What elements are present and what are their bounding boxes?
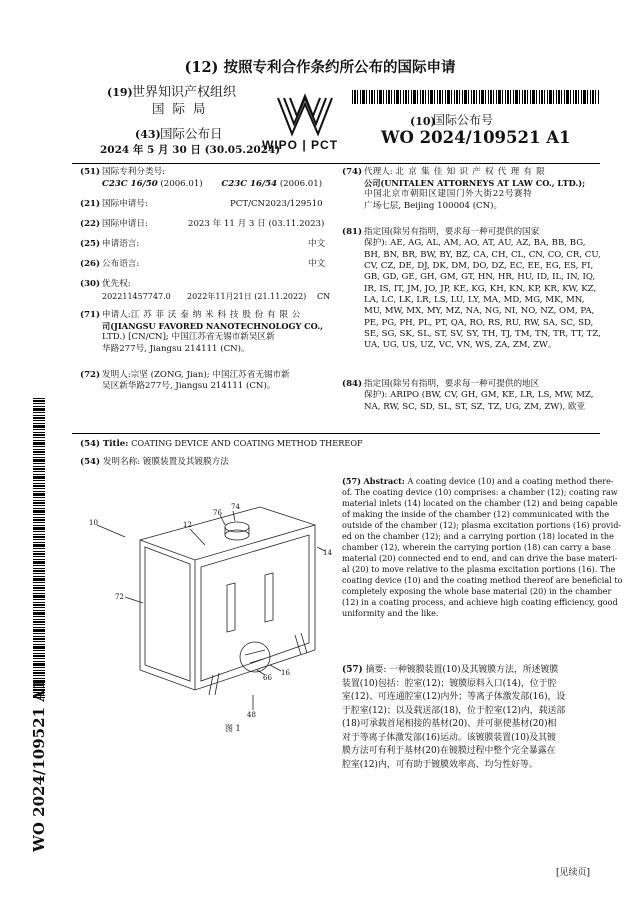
priority-label: 优先权: xyxy=(102,279,131,289)
wipo-pct-logo-text: WIPO | PCT xyxy=(262,138,339,152)
pub-date: 2024 年 5 月 30 日 (30.05.2024) xyxy=(100,144,281,156)
applicant: 申请人:江苏菲沃泰纳米科技股份有限公 司(JIANGSU FAVORED NANOTECHNOLOGY CO., LTD.) [CN/CN]; 中国江苏省无锡市新吴区新 华路277号, Jiangsu 214111 (CN)。 xyxy=(102,310,324,354)
abstract-zh: (57) 摘要: 一种镀膜装置(10)及其镀膜方法，所述镀膜 装置(10)包括：腔室(12)；镀膜原料入口(14)，位于腔 室(12)、可连通腔室(12)内外；等离子体激发部(16)，设 于腔室(12)；以及载送部(18)，位于腔室(12)内，载送部 (18)可承载首尾相接的基材(20)、并可驱使基材(20)相 对于等离子体激发部(16)运动。该镀膜装置(10)及其镀 膜方法可有利于基材(20)在镀膜过程中整个完全暴露在 腔室(12)内，可有助于镀膜效率高、均匀性好等。 xyxy=(342,665,566,770)
application-number: PCT/CN2023/129510 xyxy=(230,199,323,209)
right-biblio-column xyxy=(342,167,602,427)
figure-1-coating-device xyxy=(85,485,335,740)
field-code-72: (72) xyxy=(80,370,101,380)
field-code-84: (84) xyxy=(342,379,363,389)
field-code-81: (81) xyxy=(342,227,363,237)
title-zh: (54) 发明名称: 镀膜装置及其镀膜方法 xyxy=(80,457,229,467)
designated-states-regional: 指定国(除另有指明，要求每一种可提供的地区 保护): ARIPO (BW, CV, GH, GM, KE, LR, LS, MW, MZ, NA, RW, SC, SD, SL, ST, SZ, TZ, UG, ZM, ZW), 欧亚 xyxy=(364,379,594,412)
fig-label-72: 72 xyxy=(115,593,124,601)
field-code-74: (74) xyxy=(342,167,363,177)
figure-caption: 图 1 xyxy=(225,724,241,733)
priority-date: 2022年11月21日 (21.11.2022) xyxy=(187,292,307,301)
publication-language: 中文 xyxy=(308,259,326,269)
field-code-22: (22) xyxy=(80,219,101,229)
fig-label-10: 10 xyxy=(89,519,98,527)
field-code-25: (25) xyxy=(80,239,101,249)
header-rule xyxy=(72,163,600,164)
field-code-26: (26) xyxy=(80,259,101,269)
fig-label-74: 74 xyxy=(231,503,240,511)
pub-no-label: 国际公布号 xyxy=(433,113,494,127)
fig-label-14: 14 xyxy=(323,549,332,557)
abstract-en: (57) Abstract: A coating device (10) and a coating method there- of. The coating device (10) comprises: a chamber (12); coating raw material inlets (14) located on the chamber (12) and being capable of making the inside of the chamber (12) communicated with the outside of the chamber (12); plasma excitation portions (16) provid- ed on the chamber (12); and a carrying portion (18) located in the chamber (12), wherein the carrying portion (18) can carry a base material (20) connected end to end, and can drive the base materi- al (20) to move relative to the plasma excitation portions (16). The coating device (10) and the coating method thereof are beneficial to completely exposing the whole base material (20) in the chamber (12) in a coating process, and achieve high coating efficiency, good uniformity and the like. xyxy=(342,476,623,618)
pub-date-label: 国际公布日 xyxy=(160,126,223,141)
pub-no-code: (10) xyxy=(410,115,436,128)
continued-marker: [见续页] xyxy=(556,868,591,878)
ipc-values: C23C 16/50 (2006.01) C23C 16/54 (2006.01) xyxy=(102,179,323,189)
application-number-label: 国际申请号: xyxy=(102,199,148,209)
barcode xyxy=(352,90,600,104)
priority-country: CN xyxy=(317,292,331,301)
title-en: (54) Title: COATING DEVICE AND COATING METHOD THEREOF xyxy=(80,438,363,449)
fig-label-12: 12 xyxy=(183,521,192,529)
fig-label-76: 76 xyxy=(213,509,222,517)
org-code: (19) xyxy=(107,86,133,99)
designated-states-national: 指定国(除另有指明，要求每一种可提供的国家 保护): AE, AG, AL, AM, AO, AT, AU, AZ, BA, BB, BG, BH, BN, BR, BW, BY, BZ, CA, CH, CL, CN, CO, CR, CU, CV, CZ, DE, DJ, DK, DM, DO, DZ, EC, EE, EG, ES, FI, GB, GD, GE, GH, GM, GT, HN, HR, HU, ID, IL, IN, IQ, IR, IS, IT, JM, JO, JP, KE, KG, KH, KN, KP, KR, KW, KZ, LA, LC, LK, LR, LS, LU, LY, MA, MD, MG, MK, MN, MU, MW, MX, MY, MZ, NA, NG, NI, NO, NZ, OM, PA, PE, PG, PH, PL, PT, QA, RO, RS, RU, RW, SA, SC, SD, SE, SG, SK, SL, ST, SV, SY, TH, TJ, TM, TN, TR, TT, TZ, UA, UG, US, UZ, VC, VN, WS, ZA, ZM, ZW。 xyxy=(364,227,601,351)
title-rule xyxy=(72,433,600,434)
filing-date-label: 国际申请日: xyxy=(102,219,148,229)
org-sub: 国 际 局 xyxy=(152,101,208,116)
fig-label-48: 48 xyxy=(247,711,256,719)
priority-number: 202211457747.0 xyxy=(102,292,171,301)
field-code-71: (71) xyxy=(80,310,101,320)
document-title: (12) 按照专利合作条约所公布的国际申请 xyxy=(184,59,456,76)
field-code-30: (30) xyxy=(80,279,101,289)
filing-language-label: 申请语言: xyxy=(102,239,140,249)
filing-date: 2023 年 11 月 3 日 (03.11.2023) xyxy=(188,219,325,229)
agent: 代理人: 北京集佳知识产权代理有限 公司(UNITALEN ATTORNEYS AT LAW CO., LTD.); 中国北京市朝阳区建国门外大街22号赛特 广场七层, Beijing 100004 (CN)。 xyxy=(364,167,586,211)
filing-language: 中文 xyxy=(308,239,326,249)
fig-label-16: 16 xyxy=(281,669,290,677)
left-biblio-column xyxy=(80,167,330,407)
publication-number: WO 2024/109521 A1 xyxy=(381,128,571,147)
ipc-label: 国际专利分类号: xyxy=(102,167,166,177)
fig-label-66: 66 xyxy=(263,674,272,682)
publication-language-label: 公布语言: xyxy=(102,259,140,269)
org-name: 世界知识产权组织 xyxy=(132,85,237,100)
field-code-51: (51) xyxy=(80,167,101,177)
side-publication-number: WO 2024/109521 A1 xyxy=(30,679,48,852)
pub-date-code: (43) xyxy=(135,128,161,141)
inventor: 发明人:宗坚 (ZONG, Jian); 中国江苏省无锡市新 吴区新华路277号, Jiangsu 214111 (CN)。 xyxy=(102,370,290,392)
field-code-21: (21) xyxy=(80,199,101,209)
side-barcode xyxy=(33,398,45,698)
